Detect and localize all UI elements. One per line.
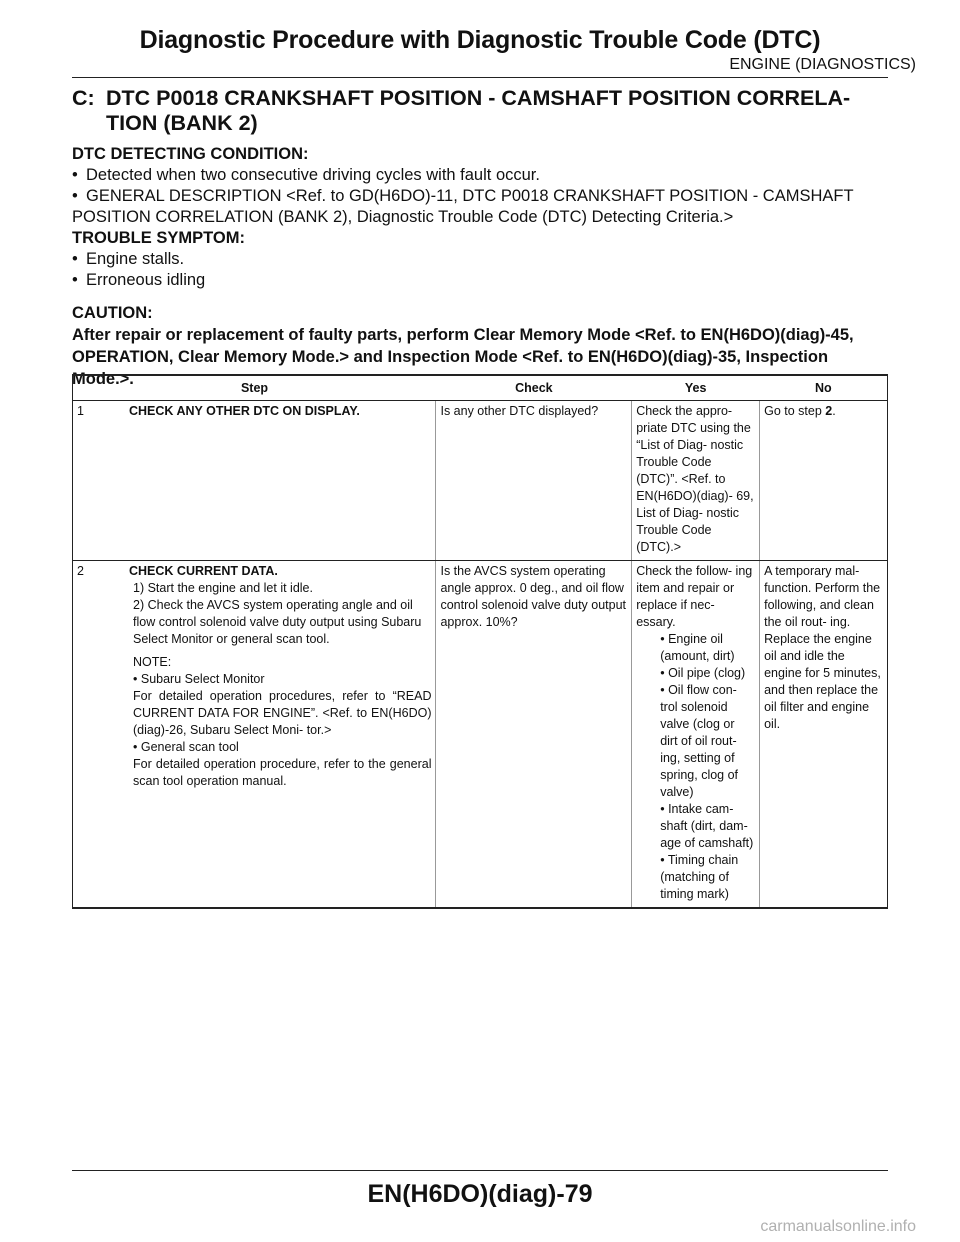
no-cell: A temporary mal- function. Perform the following, and clean the oil rout- ing. Replace the engine oil and idle the engine for 5 minutes, and then replace the oil filter and engine oil. xyxy=(764,564,881,731)
note-bullet: • Subaru Select Monitor xyxy=(133,672,265,686)
section-letter: C: xyxy=(72,86,95,110)
step-number: 2 xyxy=(77,564,84,578)
dtc-condition xyxy=(72,144,888,228)
section-title xyxy=(72,86,888,136)
list-item: • Engine oil (amount, dirt) xyxy=(660,632,735,663)
header-check: Check xyxy=(436,375,632,401)
header-no: No xyxy=(760,375,888,401)
note-bullet: • General scan tool xyxy=(133,740,239,754)
note-label: NOTE: xyxy=(133,655,172,669)
step-title: CHECK CURRENT DATA. xyxy=(129,564,278,578)
note-text: For detailed operation procedure, refer to the general scan tool operation manual. xyxy=(133,757,432,788)
page-header-title: Diagnostic Procedure with Diagnostic Trouble Code (DTC) xyxy=(139,26,821,54)
step-reference: 2 xyxy=(825,404,833,418)
trouble-symptom-label: TROUBLE SYMPTOM: xyxy=(72,229,245,247)
header-divider xyxy=(72,77,888,78)
diagnostic-steps-table xyxy=(72,374,888,909)
no-cell: Go to step 2. xyxy=(760,401,888,561)
note xyxy=(133,654,431,790)
footer-divider xyxy=(72,1170,888,1171)
list-item: • Oil flow con- trol solenoid valve (clog or dirt of oil rout- ing, setting of spring, clog of valve) xyxy=(660,683,739,799)
header-step: Step xyxy=(73,375,436,401)
check-cell: Is any other DTC displayed? xyxy=(436,401,632,561)
section-title-text: DTC P0018 CRANKSHAFT POSITION - CAMSHAFT POSITION CORRELA- TION (BANK 2) xyxy=(106,86,851,135)
caution-text: After repair or replacement of faulty parts, perform Clear Memory Mode <Ref. to EN(H6DO)(diag)-45, OPERATION, Clear Memory Mode.> and Inspection Mode <Ref. to EN(H6DO)(diag)-35, Inspection Mode.>. xyxy=(72,326,854,388)
header-yes: Yes xyxy=(632,375,760,401)
list-item: • Engine stalls. xyxy=(72,250,185,268)
watermark: carmanualsonline.info xyxy=(760,1218,916,1235)
check-cell: Is the AVCS system operating angle approx. 0 deg., and oil flow control solenoid valve duty output approx. 10%? xyxy=(436,561,632,909)
step-cell xyxy=(73,561,436,909)
caution-label: CAUTION: xyxy=(72,304,153,322)
substep: 2) Check the AVCS system operating angle and oil flow control solenoid valve duty output using Subaru Select Monitor or general scan tool. xyxy=(133,598,422,646)
table-row xyxy=(73,401,888,561)
step-number: 1 xyxy=(77,404,84,418)
list-item: • GENERAL DESCRIPTION <Ref. to GD(H6DO)-11, DTC P0018 CRANKSHAFT POSITION - CAMSHAFT POSITION CORRELATION (BANK 2), Diagnostic Trouble Code (DTC) Detecting Criteria.> xyxy=(72,187,854,226)
yes-cell: Check the appro- priate DTC using the “List of Diag- nostic Trouble Code (DTC)”. <Ref. to EN(H6DO)(diag)- 69, List of Diag- nostic Trouble Code (DTC).> xyxy=(632,401,760,561)
list-item: • Oil pipe (clog) xyxy=(660,666,746,680)
dtc-condition-label: DTC DETECTING CONDITION: xyxy=(72,145,309,163)
yes-cell: Check the follow- ing item and repair or replace if nec- essary. • Engine oil (amount, dirt) • Oil pipe (clog) • Oil flow con- trol solenoid valve (clog or dirt of oil rout- ing, setting of spring, clog of valve) • Intake cam- shaft (dirt, dam- age of camshaft) • Timing chain (matching of timing mark) xyxy=(632,561,760,909)
table-header-row xyxy=(73,375,888,401)
substep: 1) Start the engine and let it idle. xyxy=(133,581,313,595)
list-item: • Erroneous idling xyxy=(72,271,206,289)
page-header-subtitle: ENGINE (DIAGNOSTICS) xyxy=(729,56,916,73)
table-row xyxy=(73,561,888,909)
list-item: • Detected when two consecutive driving cycles with fault occur. xyxy=(72,166,540,184)
list-item: • Intake cam- shaft (dirt, dam- age of camshaft) xyxy=(660,802,754,850)
list-item: • Timing chain (matching of timing mark) xyxy=(660,853,739,901)
trouble-symptom xyxy=(72,228,888,291)
step-title: CHECK ANY OTHER DTC ON DISPLAY. xyxy=(129,404,360,418)
main-content xyxy=(72,86,888,390)
page-number: EN(H6DO)(diag)-79 xyxy=(367,1180,593,1208)
step-cell xyxy=(73,401,436,561)
note-text: For detailed operation procedures, refer to “READ CURRENT DATA FOR ENGINE”. <Ref. to EN(H6DO)(diag)-26, Subaru Select Moni- tor.> xyxy=(133,689,432,737)
